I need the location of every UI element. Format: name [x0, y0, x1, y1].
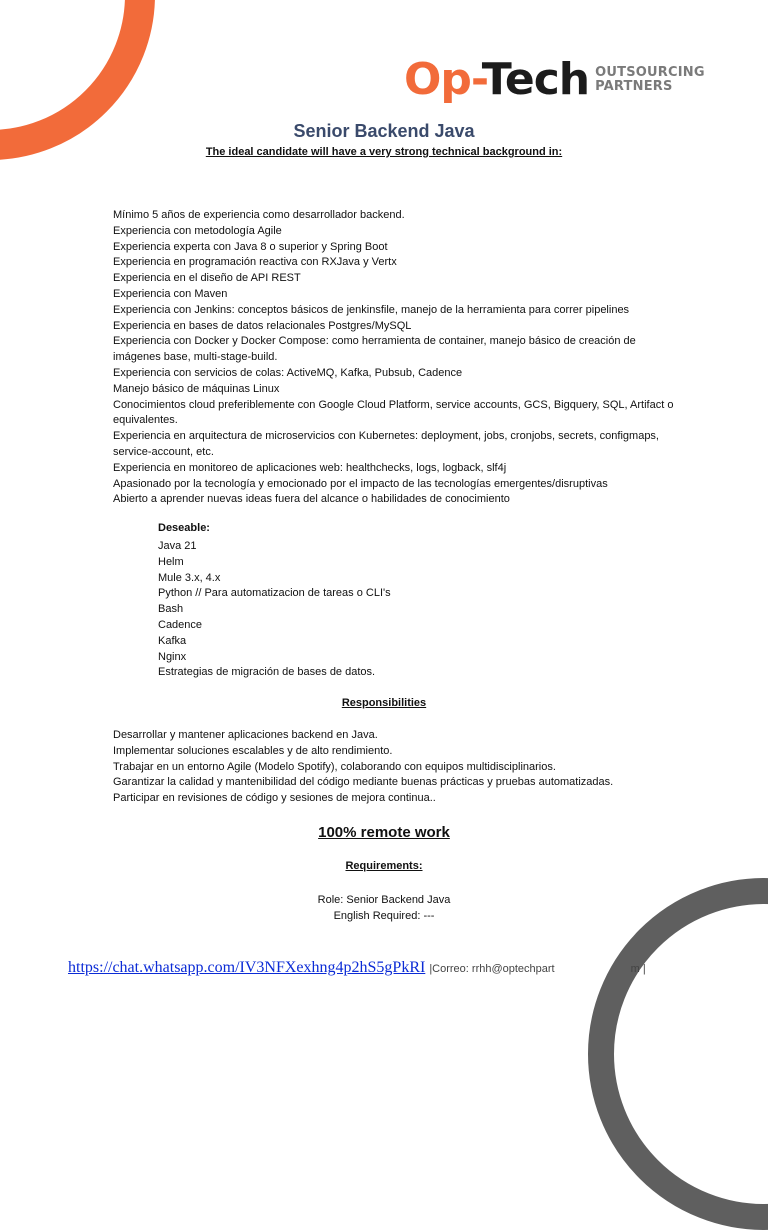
whatsapp-link[interactable]: https://chat.whatsapp.com/IV3NFXexhng4p2hS5gPkRI — [68, 959, 426, 976]
page-title: Senior Backend Java — [293, 121, 475, 141]
logo-op: Op — [404, 54, 471, 105]
responsibility-item: Implementar soluciones escalables y de alto rendimiento. — [113, 744, 393, 757]
experience-line: Experiencia en arquitectura de microservicios con Kubernetes: deployment, jobs, cronjobs, secrets, configmaps, — [113, 430, 659, 443]
requirements-heading: Requirements: — [345, 860, 423, 872]
logo-tagline-line2: PARTNERS — [595, 79, 673, 94]
experience-line: Experiencia en monitoreo de aplicaciones web: healthchecks, logs, logback, slf4j — [113, 461, 507, 474]
experience-line: Mínimo 5 años de experiencia como desarrollador backend. — [113, 209, 405, 221]
requirement-item: Role: Senior Backend Java — [317, 894, 451, 906]
logo-tech: Tech — [481, 54, 590, 105]
experience-line: Experiencia en programación reactiva con RXJava y Vertx — [113, 256, 397, 269]
remote-work-heading: 100% remote work — [318, 824, 450, 841]
experience-line: Experiencia con Docker y Docker Compose: como herramienta de container, manejo básico de creación de — [113, 335, 636, 348]
responsibility-item: Trabajar en un entorno Agile (Modelo Spotify), colaborando con equipos multidisciplinarios. — [113, 760, 556, 773]
experience-line: imágenes base, multi-stage-build. — [113, 351, 278, 364]
desirable-item: Mule 3.x, 4.x — [158, 571, 221, 584]
experience-line: Experiencia experta con Java 8 o superior y Spring Boot — [113, 240, 388, 253]
desirable-item: Java 21 — [158, 540, 197, 552]
experience-line: Apasionado por la tecnología y emocionado por el impacto de las tecnologías emergentes/disruptivas — [113, 477, 608, 490]
requirement-item: English Required: --- — [333, 910, 435, 922]
experience-line: Experiencia en bases de datos relacionales Postgres/MySQL — [113, 319, 412, 332]
experience-line: service-account, etc. — [113, 445, 214, 458]
desirable-item: Nginx — [158, 650, 187, 663]
logo-dash: - — [470, 54, 482, 105]
logo-wordmark — [404, 54, 590, 105]
experience-list — [113, 208, 673, 508]
experience-line: Experiencia con Maven — [113, 287, 228, 300]
experience-line: Conocimientos cloud preferiblemente con Google Cloud Platform, service accounts, GCS, Bigquery, SQL, Artifact o — [113, 398, 674, 411]
desirable-list — [158, 539, 391, 681]
desirable-item: Kafka — [158, 634, 187, 647]
experience-line: Experiencia con Jenkins: conceptos básicos de jenkinsfile, manejo de la herramienta para correr pipelines — [113, 303, 630, 316]
desirable-heading: Deseable: — [158, 522, 210, 534]
responsibilities-heading: Responsibilities — [341, 697, 427, 709]
gray-arc-decoration — [588, 878, 768, 1230]
contact-email-end: m | — [630, 963, 646, 975]
experience-line: Experiencia en el diseño de API REST — [113, 272, 301, 285]
experience-line: Abierto a aprender nuevas ideas fuera del alcance o habilidades de conocimiento — [113, 493, 510, 506]
desirable-item: Estrategias de migración de bases de datos. — [158, 666, 376, 679]
desirable-item: Cadence — [158, 618, 203, 631]
responsibility-item: Desarrollar y mantener aplicaciones backend en Java. — [113, 729, 378, 741]
optech-logo — [404, 54, 705, 105]
desirable-item: Helm — [158, 555, 184, 568]
desirable-item: Bash — [158, 603, 184, 616]
footer — [68, 959, 646, 977]
responsibility-item: Garantizar la calidad y mantenibilidad del código mediante buenas prácticas y pruebas automatizadas. — [113, 776, 614, 789]
experience-line: Experiencia con metodología Agile — [113, 224, 282, 237]
desirable-item: Python // Para automatizacion de tareas o CLI's — [158, 587, 391, 600]
experience-line: equivalentes. — [113, 414, 178, 427]
contact-email: |Correo: rrhh@optechpart — [429, 963, 555, 975]
requirements-list — [0, 892, 768, 924]
logo-tagline — [595, 66, 705, 94]
page-subtitle: The ideal candidate will have a very strong technical background in: — [205, 146, 563, 158]
responsibilities-list — [113, 728, 613, 807]
experience-line: Experiencia con servicios de colas: ActiveMQ, Kafka, Pubsub, Cadence — [113, 366, 463, 379]
experience-line: Manejo básico de máquinas Linux — [113, 382, 280, 395]
responsibility-item: Participar en revisiones de código y sesiones de mejora continua.. — [113, 792, 436, 805]
logo-tagline-line1: OUTSOURCING — [595, 65, 705, 80]
